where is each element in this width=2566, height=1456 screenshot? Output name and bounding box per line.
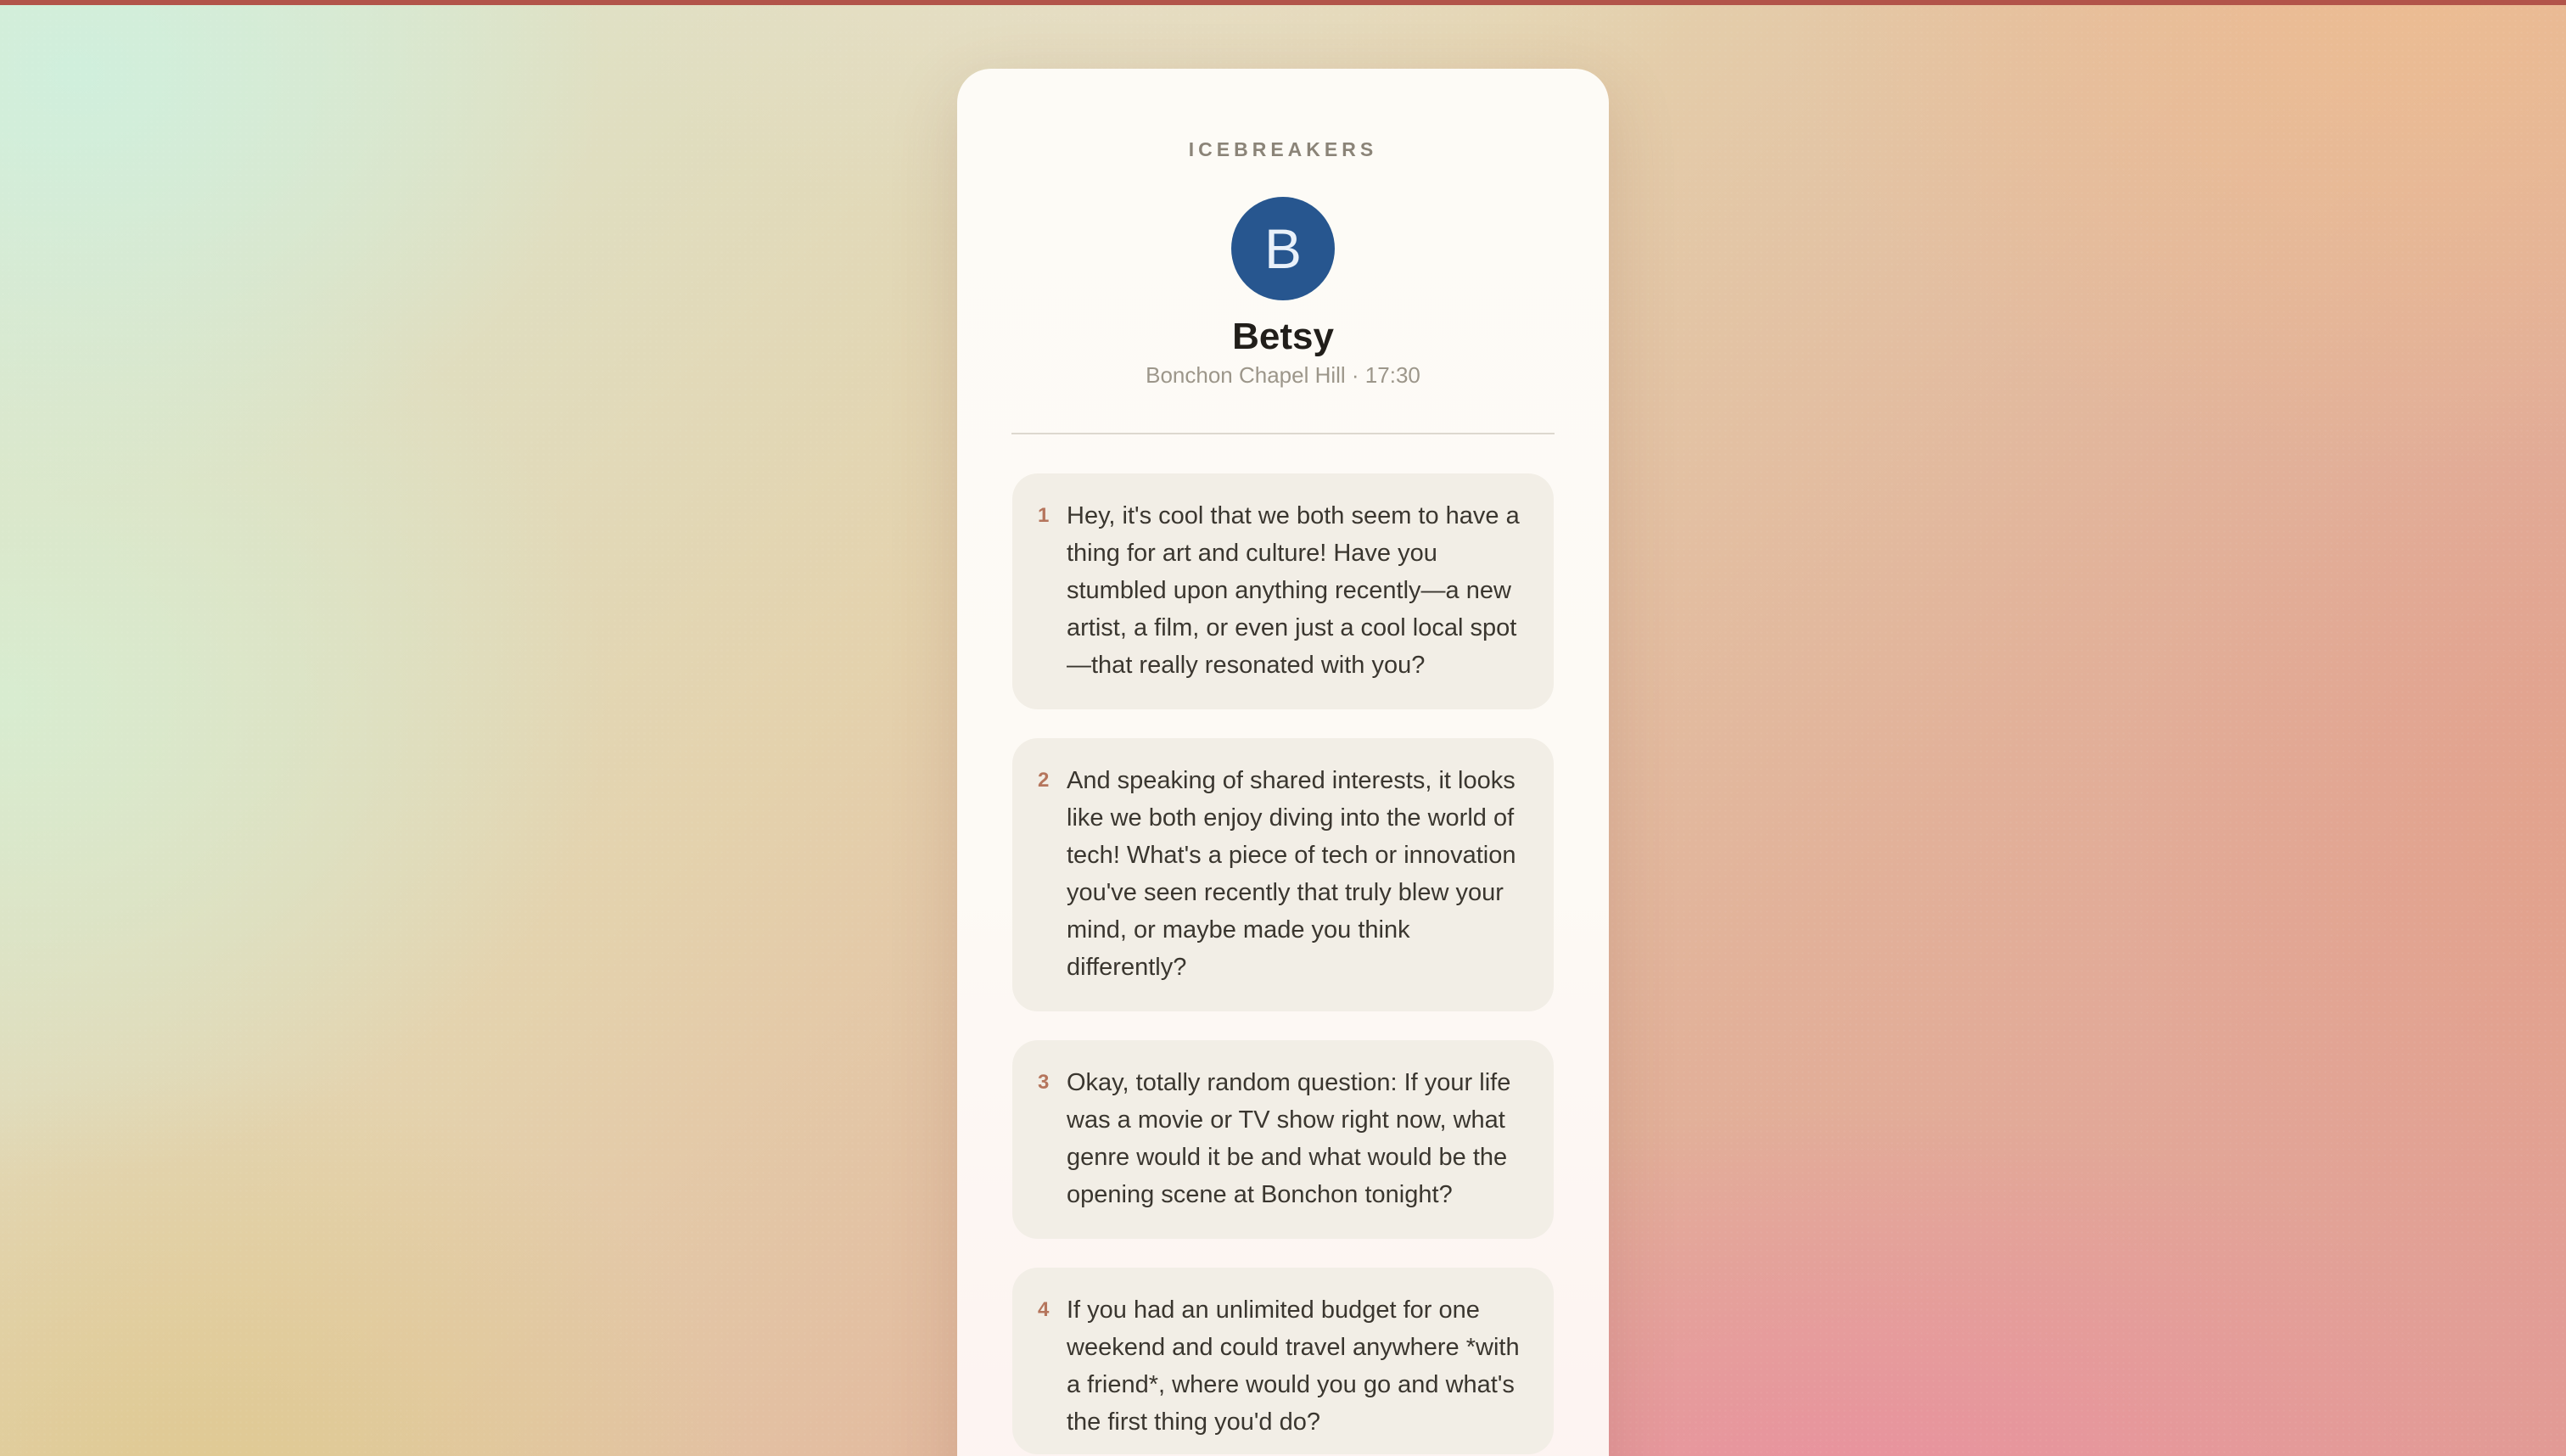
question-card	[1012, 1040, 1554, 1239]
question-number: 2	[1038, 769, 1050, 792]
question-number: 4	[1038, 1298, 1050, 1321]
question-text: Okay, totally random question: If your life was a movie or TV show right now, what genre would it be and what would be the opening scene at Bonchon tonight?	[1067, 1069, 1511, 1208]
question-card	[1012, 738, 1554, 1011]
question-text: And speaking of shared interests, it looks like we both enjoy diving into the world of tech! What's a piece of tech or innovation you've seen recently that truly blew your mind, or maybe made you think differently?	[1067, 767, 1516, 981]
top-accent-strip	[0, 0, 2566, 5]
question-number: 1	[1038, 504, 1050, 527]
question-text: Hey, it's cool that we both seem to have a thing for art and culture! Have you stumbled upon anything recently—a new artist, a film, or even just a cool local spot—that really resonated with you?	[1067, 502, 1520, 679]
questions-list	[1012, 473, 1554, 1454]
question-card	[1012, 473, 1554, 709]
question-card	[1012, 1268, 1554, 1454]
card-kicker: ICEBREAKERS	[1188, 138, 1378, 160]
question-number: 3	[1038, 1071, 1050, 1094]
avatar	[1231, 197, 1335, 300]
question-text: If you had an unlimited budget for one weekend and could travel anywhere *with a friend*, where would you go and what's the first thing you'd do?	[1067, 1296, 1520, 1436]
person-name: Betsy	[1232, 316, 1334, 357]
divider	[1011, 433, 1555, 434]
avatar-initial: B	[1263, 217, 1303, 280]
icebreakers-card	[957, 69, 1609, 1456]
meeting-details: Bonchon Chapel Hill · 17:30	[1146, 362, 1420, 388]
